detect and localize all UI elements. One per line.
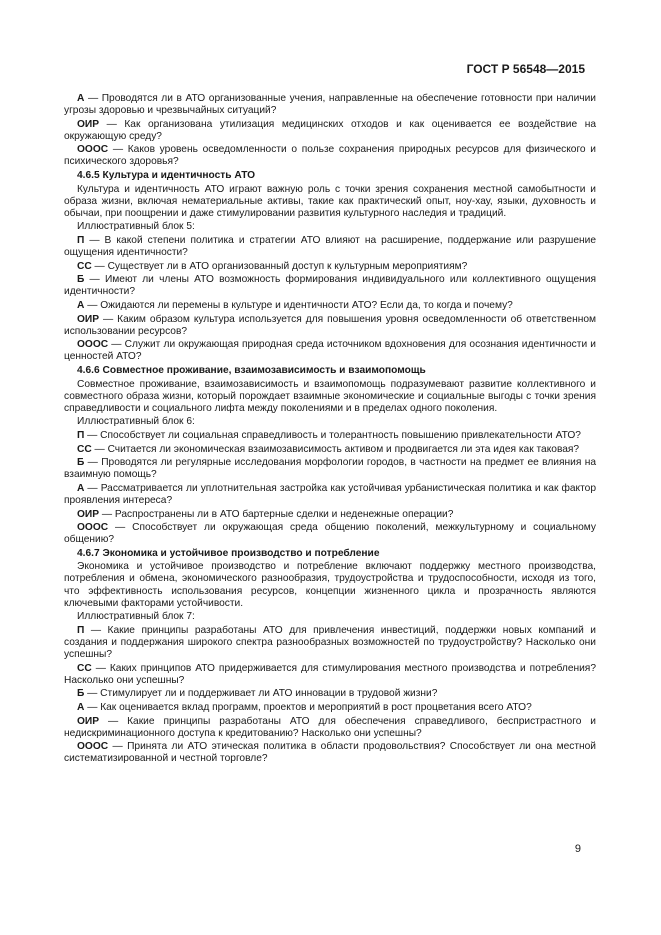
paragraph — [64, 625, 596, 661]
paragraph-text: — Имеют ли члены АТО возможность формирования индивидуального или коллективного ощущения идентичности? — [64, 274, 596, 298]
block-label: ОООС — [77, 522, 109, 534]
block-label: П — [77, 624, 85, 636]
paragraph-text: — Каких принципов АТО придерживается для стимулирования местного производства и потребления? Насколько они успешны? — [64, 662, 596, 686]
paragraph — [64, 444, 596, 456]
paragraph-text: — Каким образом культура используется для повышения уровня осведомленности об ответственном использовании ресурсов? — [64, 313, 596, 337]
paragraph — [64, 688, 596, 700]
paragraph-text: Иллюстративный блок 7: — [77, 611, 195, 623]
paragraph — [64, 144, 596, 168]
paragraph — [64, 702, 596, 714]
block-label: СС — [77, 443, 92, 455]
block-label: ОООС — [77, 741, 109, 753]
block-label: Б — [77, 688, 85, 700]
paragraph — [64, 611, 596, 623]
paragraph — [64, 663, 596, 687]
document-body — [64, 93, 596, 767]
block-label: А — [77, 701, 85, 713]
paragraph — [64, 119, 596, 143]
block-label: СС — [77, 260, 92, 272]
paragraph — [64, 274, 596, 298]
block-label: А — [77, 93, 85, 104]
paragraph-text: — Как оценивается вклад программ, проектов и мероприятий в рост процветания всего АТО? — [84, 701, 532, 713]
paragraph-text: — Рассматривается ли уплотнительная застройка как устойчивая урбанистическая политика и как фактор проявления интереса? — [64, 482, 596, 506]
section-heading: 4.6.7 Экономика и устойчивое производство и потребление — [77, 547, 380, 559]
section-heading: 4.6.6 Совместное проживание, взаимозависимость и взаимопомощь — [77, 364, 426, 376]
paragraph-text: — Существует ли в АТО организованный доступ к культурным мероприятиям? — [91, 260, 468, 272]
paragraph-text: Совместное проживание, взаимозависимость и взаимопомощь подразумевают развитие коллективного и совместного образа жизни, который порождает взаимные экономические и социальные выгоды с точки зрения справедливости и социального лифта между поколениями и в пределах одного поколения. — [64, 378, 596, 414]
block-label: П — [77, 235, 85, 247]
paragraph-text: — Какие принципы разработаны АТО для обеспечения справедливого, беспристрастного и недискриминационного доступа к кредитованию? Насколько они успешны? — [64, 715, 596, 739]
paragraph-text: Экономика и устойчивое производство и потребление включают поддержку местного производства, потребления и обмена, экономического разнообразия, трудоустройства и трудоспособности, исходя из того, что эффективность использования ресурсов, концепции жизненного цикла и прозрачность являются ключевыми факторами устойчивости. — [64, 561, 596, 609]
paragraph — [64, 221, 596, 233]
paragraph-text: — Проводятся ли регулярные исследования морфологии городов, в частности на предмет ее влияния на взаимную помощь? — [64, 457, 596, 481]
paragraph — [64, 235, 596, 259]
paragraph-text: — Считается ли экономическая взаимозависимость активом и продвигается ли эта идея как таковая? — [91, 443, 580, 455]
paragraph-text: — Способствует ли социальная справедливость и толерантность повышению привлекательности АТО? — [84, 429, 581, 441]
paragraph-text: — Ожидаются ли перемены в культуре и идентичности АТО? Если да, то когда и почему? — [84, 300, 513, 311]
paragraph — [64, 457, 596, 481]
paragraph-text: — Стимулирует ли и поддерживает ли АТО инновации в трудовой жизни? — [84, 688, 438, 700]
paragraph-text: — Проводятся ли в АТО организованные учения, направленные на обеспечение готовности при наличии угрозы здоровью и чрезвычайных ситуаций? — [64, 93, 596, 117]
block-label: П — [77, 429, 85, 441]
paragraph — [64, 314, 596, 338]
paragraph-text: — Служит ли окружающая природная среда источником вдохновения для осознания идентичности и ценностей АТО? — [64, 339, 596, 363]
paragraph-text: — Распространены ли в АТО бартерные сделки и неденежные операции? — [99, 508, 454, 520]
block-label: ОИР — [77, 508, 100, 520]
block-label: СС — [77, 662, 92, 674]
paragraph-text: — Какие принципы разработаны АТО для привлечения инвестиций, поддержки новых компаний и создания и поддержания широкого спектра разнообразных возможностей по трудоустройству? Насколько они успешны? — [64, 624, 596, 661]
paragraph — [64, 261, 596, 273]
section-heading: 4.6.5 Культура и идентичность АТО — [77, 170, 256, 182]
paragraph-text: Культура и идентичность АТО играют важную роль с точки зрения сохранения местной самобытности и образа жизни, включая нематериальные активы, такие как практический опыт, ноу-хау, языки, духовность и обычаи, при поощрении и даже стимулировании развития культурного наследия и традиций. — [64, 183, 596, 219]
document-code: ГОСТ Р 56548—2015 — [466, 62, 585, 76]
paragraph — [64, 379, 596, 415]
page-number: 9 — [574, 843, 581, 855]
block-label: ОИР — [77, 118, 100, 130]
block-label: А — [77, 300, 85, 311]
paragraph — [64, 93, 596, 117]
paragraph — [64, 300, 596, 312]
paragraph — [64, 522, 596, 546]
paragraph-text: — Принята ли АТО этическая политика в области продовольствия? Способствует ли она местной систематизированной и честной торговле? — [64, 741, 596, 765]
block-label: ОИР — [77, 313, 100, 325]
paragraph-text: — В какой степени политика и стратегии АТО влияют на расширение, поддержание или разрушение ощущения идентичности? — [64, 235, 596, 259]
block-label: Б — [77, 457, 85, 469]
paragraph — [64, 741, 596, 765]
block-label: ОООС — [77, 144, 109, 156]
paragraph-text: — Способствует ли окружающая среда общению поколений, межкультурному и социальному общению? — [64, 522, 596, 546]
block-label: ОООС — [77, 339, 109, 351]
block-label: ОИР — [77, 715, 100, 727]
paragraph — [64, 184, 596, 220]
paragraph-text: — Как организована утилизация медицинских отходов и как оценивается ее воздействие на окружающую среду? — [64, 118, 596, 142]
paragraph — [64, 339, 596, 363]
paragraph — [64, 483, 596, 507]
paragraph — [64, 430, 596, 442]
paragraph-text: Иллюстративный блок 6: — [77, 416, 195, 428]
paragraph-text: — Каков уровень осведомленности о пользе сохранения природных ресурсов для физического и психического здоровья? — [64, 144, 596, 168]
paragraph-text: Иллюстративный блок 5: — [77, 221, 195, 233]
paragraph — [64, 509, 596, 521]
paragraph — [64, 716, 596, 740]
block-label: Б — [77, 274, 85, 286]
paragraph — [64, 416, 596, 428]
paragraph — [64, 561, 596, 609]
block-label: А — [77, 482, 85, 494]
